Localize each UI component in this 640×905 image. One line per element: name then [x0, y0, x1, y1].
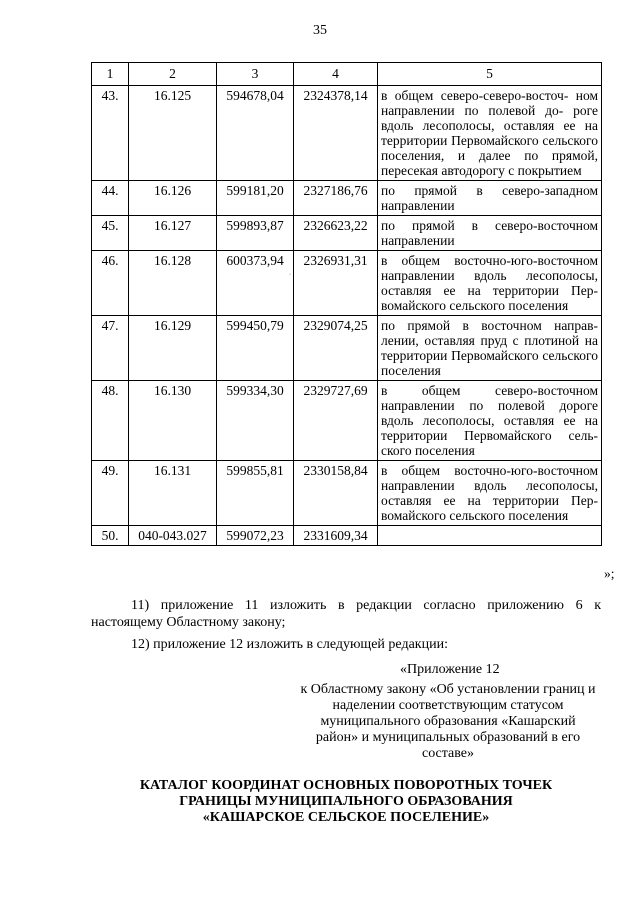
coordinates-table — [91, 62, 602, 546]
boundary-description: по прямой в северо-западном направлении — [378, 181, 602, 216]
row-number: 43. — [92, 86, 129, 181]
boundary-description: по прямой в восточном направ- лении, оставляя пруд с плотиной на территории Первомайского сельского поселения — [378, 316, 602, 381]
catalog-heading-line-3: «КАШАРСКОЕ СЕЛЬСКОЕ ПОСЕЛЕНИЕ» — [202, 810, 490, 825]
coordinate-y: 2326623,22 — [294, 216, 378, 251]
table-row — [92, 316, 602, 381]
point-id: 16.126 — [129, 181, 217, 216]
catalog-heading — [91, 778, 601, 826]
column-header-y: 4 — [294, 63, 378, 86]
point-id: 16.127 — [129, 216, 217, 251]
coordinate-x: 599450,79 — [217, 316, 294, 381]
boundary-description: в общем северо-восточном направлении по полевой дороге вдоль лесополосы, оставляя ее на территории Первомайского сель- ского поселения — [378, 381, 602, 461]
page-number: 35 — [313, 23, 327, 38]
point-id: 16.129 — [129, 316, 217, 381]
row-number: 46. — [92, 251, 129, 316]
row-number: 47. — [92, 316, 129, 381]
point-id: 16.130 — [129, 381, 217, 461]
coordinate-x: 599893,87 — [217, 216, 294, 251]
coordinate-x: 599855,81 — [217, 461, 294, 526]
boundary-description: в общем восточно-юго-восточном направлении вдоль лесополосы, оставляя ее на территории Пер- вомайского сельского поселения — [378, 251, 602, 316]
coordinate-y: 2330158,84 — [294, 461, 378, 526]
column-header-x: 3 — [217, 63, 294, 86]
coordinate-x: 599334,30 — [217, 381, 294, 461]
catalog-heading-line-1: КАТАЛОГ КООРДИНАТ ОСНОВНЫХ ПОВОРОТНЫХ ТОЧЕК — [139, 778, 553, 793]
row-number: 48. — [92, 381, 129, 461]
appendix-title: «Приложение 12 — [400, 662, 500, 677]
row-number: 45. — [92, 216, 129, 251]
appendix-reference: к Областному закону «Об установлении границ и наделении соответствующим статусом муниципального образования «Кашарский район» и муниципальных образований в его составе» — [300, 682, 596, 761]
coordinate-y: 2326931,31 — [294, 251, 378, 316]
row-number: 50. — [92, 526, 129, 546]
boundary-description: по прямой в северо-восточном направлении — [378, 216, 602, 251]
table-row — [92, 216, 602, 251]
boundary-description — [378, 526, 602, 546]
table-header-row — [92, 63, 602, 86]
boundary-description: в общем восточно-юго-восточном направлении вдоль лесополосы, оставляя ее на территории Пер- вомайского сельского поселения — [378, 461, 602, 526]
column-header-number: 1 — [92, 63, 129, 86]
coordinate-x: 594678,04 — [217, 86, 294, 181]
coordinate-y: 2329727,69 — [294, 381, 378, 461]
coordinate-x: 599072,23 — [217, 526, 294, 546]
coordinate-y: 2327186,76 — [294, 181, 378, 216]
paragraph-item-11: 11) приложение 11 изложить в редакции согласно приложению 6 к настоящему Областному закону; — [91, 598, 601, 630]
boundary-description: в общем северо-северо-восточ- ном направлении по полевой до- роге вдоль лесополосы, оставляя ее на территории Первомайского сельского поселения, и далее по прямой, пересекая автодорогу с покрытием — [378, 86, 602, 181]
stray-mark: · — [289, 272, 291, 278]
coordinate-y: 2331609,34 — [294, 526, 378, 546]
coordinate-x: 600373,94 — [217, 251, 294, 316]
catalog-heading-line-2: ГРАНИЦЫ МУНИЦИПАЛЬНОГО ОБРАЗОВАНИЯ — [179, 794, 513, 809]
column-header-description: 5 — [378, 63, 602, 86]
table-row — [92, 381, 602, 461]
point-id: 16.131 — [129, 461, 217, 526]
point-id: 16.128 — [129, 251, 217, 316]
coordinate-y: 2329074,25 — [294, 316, 378, 381]
table-row — [92, 461, 602, 526]
point-id: 16.125 — [129, 86, 217, 181]
point-id: 040-043.027 — [129, 526, 217, 546]
row-number: 49. — [92, 461, 129, 526]
table-row — [92, 251, 602, 316]
paragraph-item-12: 12) приложение 12 изложить в следующей редакции: — [131, 637, 448, 652]
coordinate-y: 2324378,14 — [294, 86, 378, 181]
column-header-point: 2 — [129, 63, 217, 86]
coordinate-x: 599181,20 — [217, 181, 294, 216]
row-number: 44. — [92, 181, 129, 216]
table-row — [92, 526, 602, 546]
table-closing-quote: »; — [604, 566, 615, 581]
table-row — [92, 86, 602, 181]
table-row — [92, 181, 602, 216]
